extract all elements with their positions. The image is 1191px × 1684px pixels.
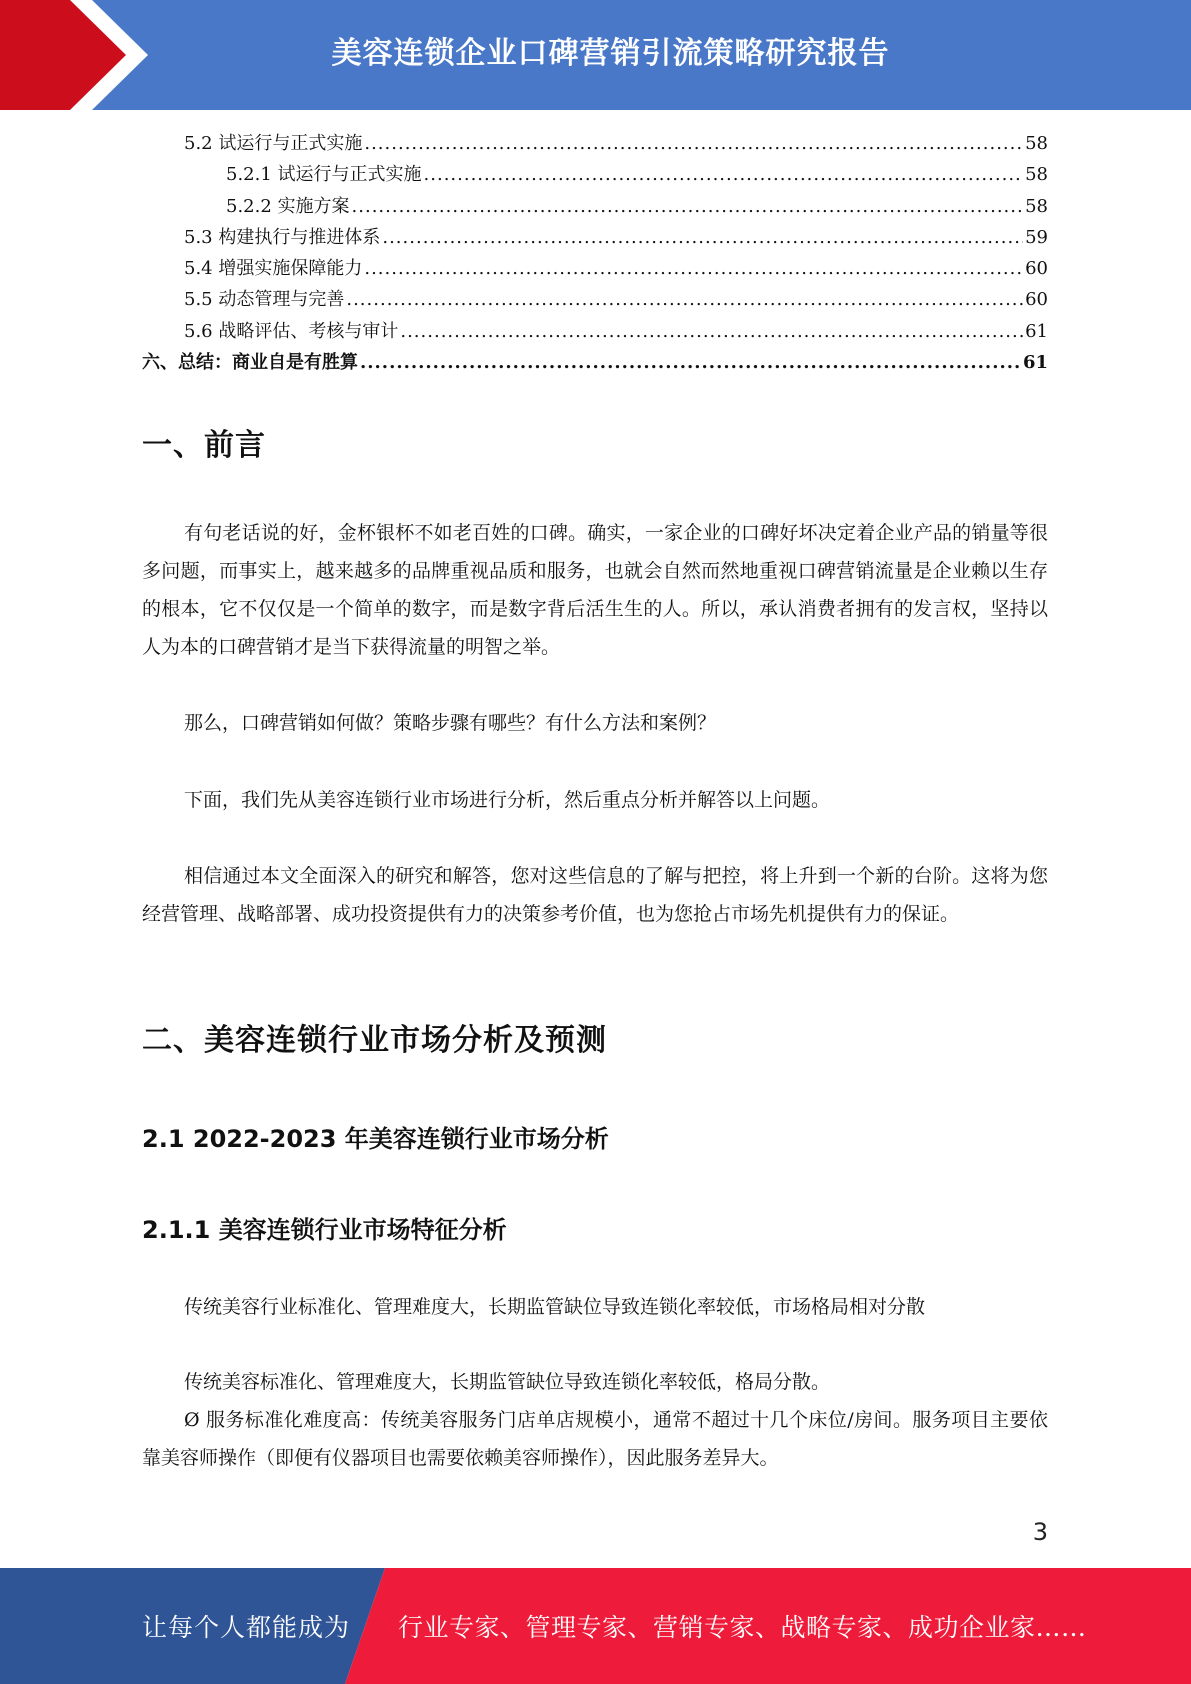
section-heading-preface: 一、前言: [142, 428, 266, 463]
toc-leader-dots: [364, 128, 1023, 159]
report-title: 美容连锁企业口碑营销引流策略研究报告: [331, 36, 890, 71]
toc-leader-dots: [424, 159, 1024, 190]
toc-leader-dots: [400, 316, 1023, 347]
toc-entry-page: 61: [1022, 352, 1048, 374]
paragraph: Ø 服务标准化难度高：传统美容服务门店单店规模小，通常不超过十几个床位/房间。服务项目主要依靠美容师操作（即便有仪器项目也需要依赖美容师操作），因此服务差异大。: [142, 1409, 1048, 1469]
toc-entry-page: 59: [1025, 226, 1048, 248]
toc-entry-page: 61: [1025, 320, 1048, 342]
toc-entry-label: 5.3 构建执行与推进体系: [184, 226, 381, 248]
subsection-heading: 2.1 2022-2023 年美容连锁行业市场分析: [142, 1125, 609, 1153]
toc-entry-page: 58: [1025, 195, 1048, 217]
paragraph: 有句老话说的好，金杯银杯不如老百姓的口碑。确实，一家企业的口碑好坏决定着企业产品的销量等很多问题，而事实上，越来越多的品牌重视品质和服务，也就会自然而然地重视口碑营销流量是企业赖以生存的根本，它不仅仅是一个简单的数字，而是数字背后活生生的人。所以，承认消费者拥有的发言权，坚持以人为本的口碑营销才是当下获得流量的明智之举。: [142, 522, 1048, 658]
toc-leader-dots: [364, 253, 1023, 284]
toc-entry-label: 5.2.2 实施方案: [226, 195, 350, 217]
paragraph: 传统美容标准化、管理难度大，长期监管缺位导致连锁化率较低，格局分散。: [184, 1371, 831, 1393]
toc-entry[interactable]: [142, 128, 1048, 159]
toc-entry-page: 58: [1025, 164, 1048, 186]
footer-slogan-left: 让每个人都能成为: [142, 1613, 351, 1642]
toc-entry-page: 58: [1025, 133, 1048, 154]
toc-entry[interactable]: [142, 347, 1048, 378]
page-header: [0, 0, 1191, 110]
toc-entry[interactable]: [142, 284, 1048, 315]
paragraph: 相信通过本文全面深入的研究和解答，您对这些信息的了解与把控，将上升到一个新的台阶。这将为您经营管理、战略部署、成功投资提供有力的决策参考价值，也为您抢占市场先机提供有力的保证。: [142, 865, 1048, 925]
toc-entry-label: 5.5 动态管理与完善: [184, 289, 345, 311]
toc-entry-label: 5.4 增强实施保障能力: [184, 258, 363, 280]
toc-entry-page: 60: [1025, 258, 1048, 280]
toc-entry-label: 5.2 试运行与正式实施: [184, 133, 363, 154]
toc-entry[interactable]: [142, 316, 1048, 347]
paragraph: 那么，口碑营销如何做？策略步骤有哪些？有什么方法和案例？: [184, 712, 717, 734]
section-heading-market-analysis: 二、美容连锁行业市场分析及预测: [142, 1023, 607, 1058]
table-of-contents: [142, 128, 1048, 378]
footer-slogan-right: 行业专家、管理专家、营销专家、战略专家、成功企业家……: [398, 1613, 1087, 1642]
paragraph: 传统美容行业标准化、管理难度大，长期监管缺位导致连锁化率较低，市场格局相对分散: [184, 1296, 926, 1318]
toc-entry[interactable]: [142, 191, 1048, 222]
toc-entry-label: 5.2.1 试运行与正式实施: [226, 164, 422, 186]
toc-leader-dots: [382, 222, 1023, 253]
toc-entry-label: 六、总结：商业自是有胜算: [142, 352, 358, 374]
toc-leader-dots: [352, 191, 1024, 222]
subsubsection-heading: 2.1.1 美容连锁行业市场特征分析: [142, 1216, 507, 1244]
paragraph: 下面，我们先从美容连锁行业市场进行分析，然后重点分析并解答以上问题。: [184, 789, 831, 811]
toc-leader-dots: [360, 347, 1021, 378]
page-footer: [0, 1568, 1191, 1684]
toc-entry[interactable]: [142, 253, 1048, 284]
toc-entry-page: 60: [1025, 289, 1048, 311]
toc-entry[interactable]: [142, 222, 1048, 253]
toc-entry[interactable]: [142, 159, 1048, 190]
toc-entry-label: 5.6 战略评估、考核与审计: [184, 320, 399, 342]
toc-leader-dots: [346, 284, 1023, 315]
page-number: 3: [1032, 1518, 1048, 1546]
